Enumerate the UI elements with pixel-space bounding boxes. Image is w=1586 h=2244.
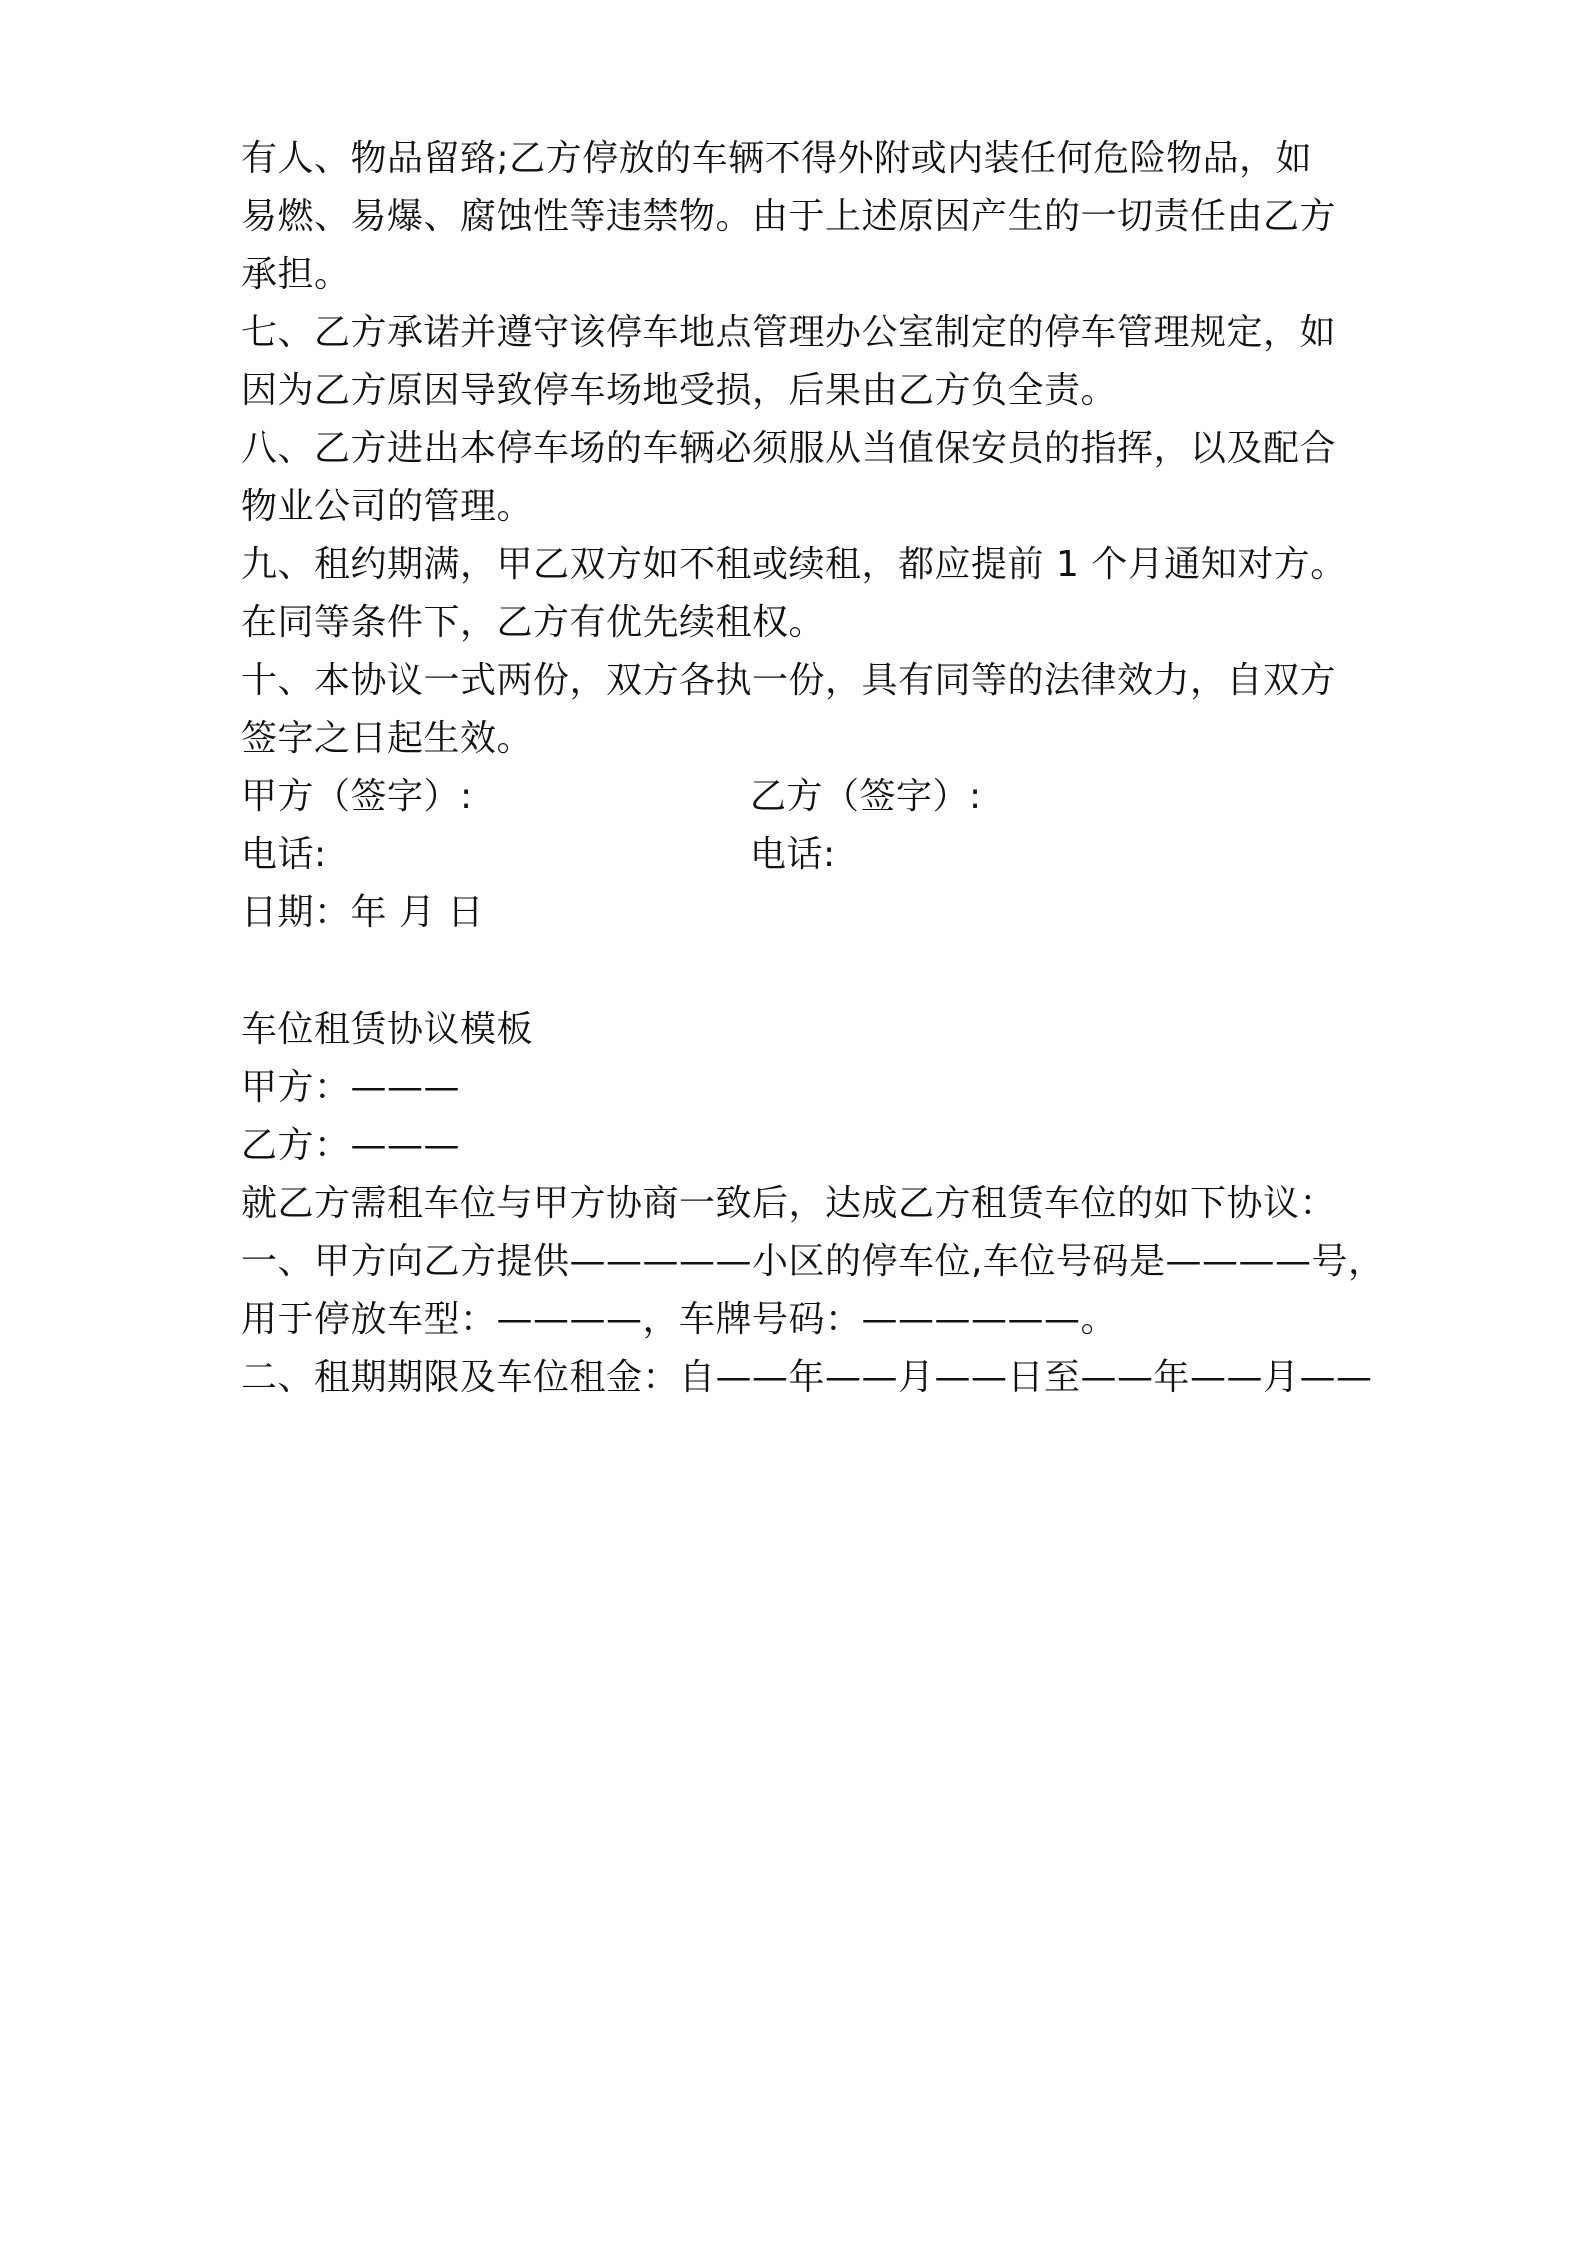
party-b-signature-label: 乙方（签字）:: [750, 776, 982, 817]
template-party-a: 甲方：———: [241, 1067, 461, 1108]
body-line: 有人、物品留臵;乙方停放的车辆不得外附或内装任何危险物品，如: [241, 138, 1313, 179]
clause-10-line: 签字之日起生效。: [241, 718, 534, 759]
clause-7-line: 七、乙方承诺并遵守该停车地点管理办公室制定的停车管理规定，如: [241, 312, 1337, 353]
party-a-signature-label: 甲方（签字）:: [241, 776, 473, 817]
clause-9-line: 九、租约期满，甲乙双方如不租或续租，都应提前 1 个月通知对方。: [241, 544, 1347, 585]
body-line: 易燃、易爆、腐蚀性等违禁物。由于上述原因产生的一切责任由乙方: [241, 196, 1337, 237]
template-clause-2-line: 二、租期期限及车位租金：自——年——月——日至——年——月——: [241, 1357, 1373, 1398]
body-line: 承担。: [241, 254, 351, 295]
template-clause-1-line: 用于停放车型：————，车牌号码：——————。: [241, 1299, 1118, 1340]
party-a-phone-label: 电话:: [241, 834, 327, 875]
clause-8-line: 八、乙方进出本停车场的车辆必须服从当值保安员的指挥，以及配合: [241, 428, 1337, 469]
template-intro: 就乙方需租车位与甲方协商一致后，达成乙方租赁车位的如下协议：: [241, 1183, 1337, 1224]
clause-9-line: 在同等条件下，乙方有优先续租权。: [241, 602, 826, 643]
date-label: 日期：年 月 日: [241, 892, 484, 933]
clause-8-line: 物业公司的管理。: [241, 486, 534, 527]
template-clause-1-line: 一、甲方向乙方提供—————小区的停车位,车位号码是————号，: [241, 1241, 1385, 1282]
template-party-b: 乙方：———: [241, 1125, 461, 1166]
clause-10-line: 十、本协议一式两份，双方各执一份，具有同等的法律效力，自双方: [241, 660, 1337, 701]
template-title: 车位租赁协议模板: [241, 1009, 534, 1050]
party-b-phone-label: 电话:: [750, 834, 836, 875]
clause-7-line: 因为乙方原因导致停车场地受损，后果由乙方负全责。: [241, 370, 1118, 411]
